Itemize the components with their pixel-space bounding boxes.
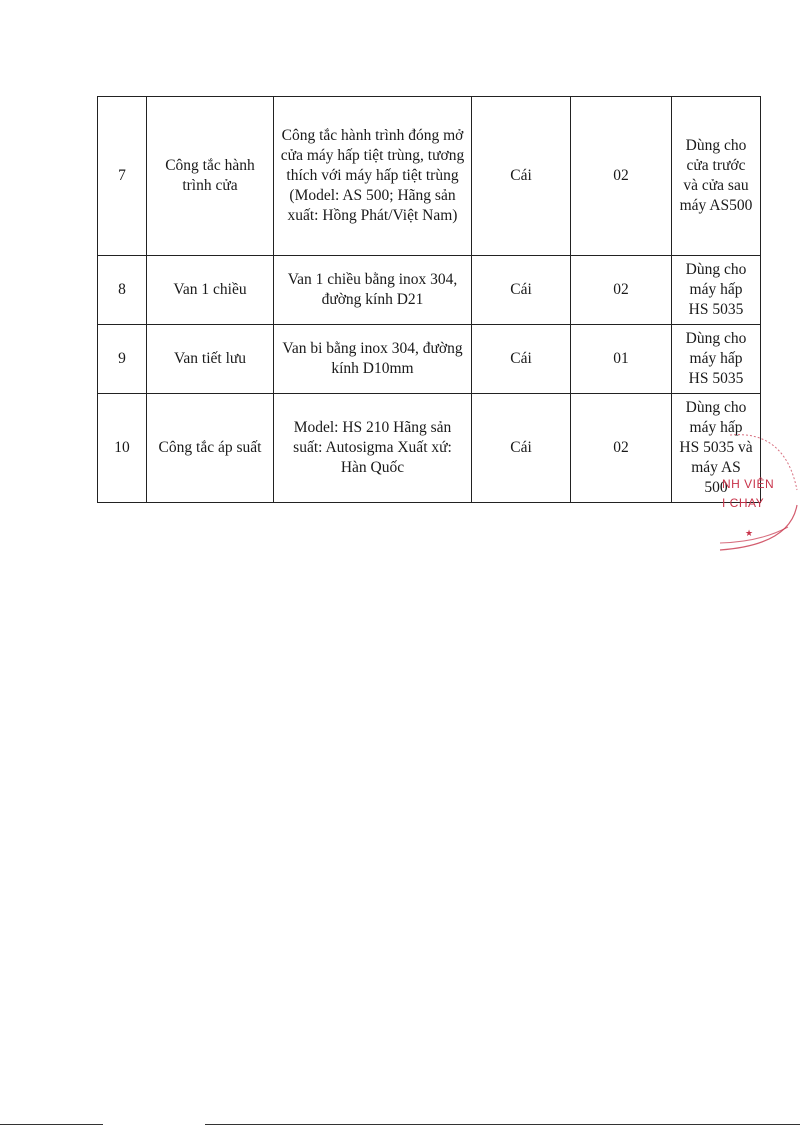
cell-qty: 02 (571, 256, 672, 325)
cell-unit: Cái (472, 325, 571, 394)
table-row (98, 325, 761, 394)
svg-text:★: ★ (745, 529, 754, 539)
cell-note: Dùng cho cửa trước và cửa sau máy AS500 (672, 97, 761, 256)
cell-unit: Cái (472, 256, 571, 325)
cell-note: Dùng cho máy hấp HS 5035 và máy AS 500 (672, 394, 761, 503)
table-row (98, 394, 761, 503)
company-seal (700, 430, 800, 560)
cell-no: 9 (98, 325, 147, 394)
cell-note: Dùng cho máy hấp HS 5035 (672, 256, 761, 325)
footer-rule-left (0, 1124, 103, 1125)
cell-no: 7 (98, 97, 147, 256)
cell-unit: Cái (472, 97, 571, 256)
cell-qty: 01 (571, 325, 672, 394)
equipment-table (97, 96, 761, 503)
cell-no: 10 (98, 394, 147, 503)
table-row (98, 256, 761, 325)
table-row (98, 97, 761, 256)
cell-spec: Model: HS 210 Hãng sản suất: Autosigma Xuất xứ: Hàn Quốc (274, 394, 472, 503)
cell-qty: 02 (571, 97, 672, 256)
cell-name: Van tiết lưu (147, 325, 274, 394)
cell-unit: Cái (472, 394, 571, 503)
cell-note: Dùng cho máy hấp HS 5035 (672, 325, 761, 394)
seal-text-line2: I CHAY (722, 496, 765, 510)
seal-arc-icon (700, 430, 800, 560)
cell-name: Công tắc hành trình cửa (147, 97, 274, 256)
cell-spec: Van 1 chiều bằng inox 304, đường kính D21 (274, 256, 472, 325)
cell-name: Van 1 chiều (147, 256, 274, 325)
cell-name: Công tắc áp suất (147, 394, 274, 503)
cell-qty: 02 (571, 394, 672, 503)
cell-spec: Van bi bằng inox 304, đường kính D10mm (274, 325, 472, 394)
seal-text-line1: NH VIÊN (722, 477, 775, 491)
footer-rule-right (205, 1124, 800, 1125)
cell-no: 8 (98, 256, 147, 325)
cell-spec: Công tắc hành trình đóng mở cửa máy hấp tiệt trùng, tương thích với máy hấp tiệt trùng (Model: AS 500; Hãng sản xuất: Hồng Phát/Việt Nam) (274, 97, 472, 256)
